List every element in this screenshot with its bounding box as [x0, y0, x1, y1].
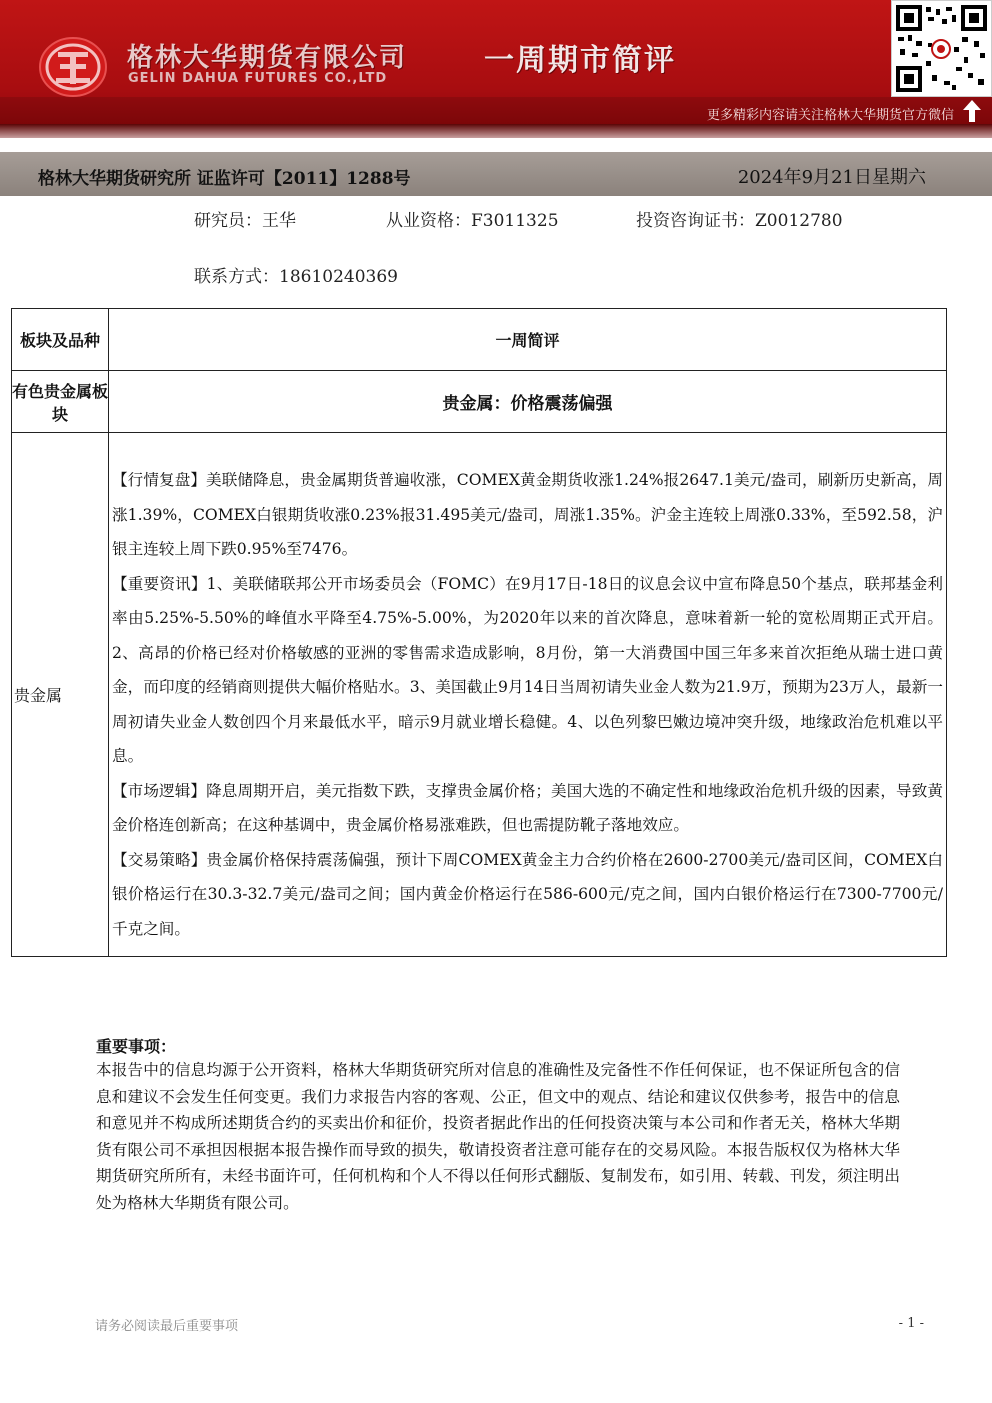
company-name-en: GELIN DAHUA FUTURES CO.,LTD — [128, 71, 388, 86]
content-cell — [109, 433, 947, 957]
up-arrow-icon — [963, 100, 981, 122]
company-name-cn: 格林大华期货有限公司 — [127, 43, 408, 73]
header-divider — [0, 124, 992, 138]
report-date: 2024年9月21日星期六 — [737, 167, 926, 188]
table-sector-row — [12, 371, 947, 433]
researcher-name: 研究员：王华 — [194, 211, 296, 231]
table-content-row — [12, 433, 947, 957]
researcher-certificate: 投资咨询证书：Z0012780 — [636, 211, 843, 231]
institute-name: 格林大华期货研究所 证监许可【2011】1288号 — [38, 169, 411, 189]
footer-note: 请务必阅读最后重要事项 — [95, 1319, 239, 1334]
researcher-contact: 联系方式：18610240369 — [194, 267, 398, 287]
review-table — [11, 308, 947, 957]
qr-code-icon — [891, 0, 992, 97]
company-seal-logo — [38, 36, 108, 98]
report-title: 一周期市简评 — [484, 43, 676, 78]
sector-title-cell: 贵金属：价格震荡偏强 — [109, 371, 947, 433]
market-logic-paragraph: 【市场逻辑】降息周期开启，美元指数下跌，支撑贵金属价格；美国大选的不确定性和地缘政治危机升级的因素，导致黄金价格连创新高；在这种基调中，贵金属价格易涨难跌，但也需提防靴子落地效应。 — [112, 781, 943, 834]
market-review-paragraph: 【行情复盘】美联储降息，贵金属期货普遍收涨，COMEX黄金期货收涨1.24%报2647.1美元/盎司，刷新历史新高，周涨1.39%，COMEX白银期货收涨0.23%报31.495美元/盎司，周涨1.35%。沪金主连较上周涨0.33%，至592.58，沪银主连较上周下跌0.95%至7476。 — [112, 471, 943, 558]
table-header-row — [12, 309, 947, 371]
key-news-paragraph: 【重要资讯】1、美联储联邦公开市场委员会（FOMC）在9月17日-18日的议息会议中宣布降息50个基点，联邦基金利率由5.25%-5.50%的峰值水平降至4.75%-5.00%，为2020年以来的首次降息，意味着新一轮的宽松周期正式开启。2、高昂的价格已经对价格敏感的亚洲的零售需求造成影响，8月份，第一大消费国中国三年多来首次拒绝从瑞士进口黄金，而印度的经销商则提供大幅价格贴水。3、美国截止9月14日当周初请失业金人数为21.9万，预期为23万人，最新一周初请失业金人数创四个月来最低水平，暗示9月就业增长稳健。4、以色列黎巴嫩边境冲突升级，地缘政治危机难以平息。 — [112, 574, 943, 765]
follow-wechat-text: 更多精彩内容请关注格林大华期货官方微信 — [706, 108, 954, 123]
notice-title: 重要事项： — [96, 1037, 177, 1056]
category-cell: 贵金属 — [12, 433, 109, 957]
trading-strategy-paragraph: 【交易策略】贵金属价格保持震荡偏强，预计下周COMEX黄金主力合约价格在2600-2700美元/盎司区间，COMEX白银价格运行在30.3-32.7美元/盎司之间；国内黄金价格运行在586-600元/克之间，国内白银价格运行在7300-7700元/千克之间。 — [112, 850, 943, 938]
header-label-cell: 板块及品种 — [12, 309, 109, 371]
page-number: - 1 - — [898, 1316, 924, 1331]
header-title-cell: 一周简评 — [109, 309, 947, 371]
sector-label-cell: 有色贵金属板块 — [12, 371, 109, 433]
researcher-qualification: 从业资格：F3011325 — [386, 211, 559, 231]
notice-body: 本报告中的信息均源于公开资料，格林大华期货研究所对信息的准确性及完备性不作任何保证，也不保证所包含的信息和建议不会发生任何变更。我们力求报告内容的客观、公正，但文中的观点、结论和建议仅供参考，报告中的信息和意见并不构成所述期货合约的买卖出价和征价，投资者据此作出的任何投资决策与本公司和作者无关，格林大华期货有限公司不承担因根据本报告操作而导致的损失，敬请投资者注意可能存在的交易风险。本报告版权仅为格林大华期货研究所所有，未经书面许可，任何机构和个人不得以任何形式翻版、复制发布，如引用、转载、刊发，须注明出处为格林大华期货有限公司。 — [96, 1061, 900, 1212]
